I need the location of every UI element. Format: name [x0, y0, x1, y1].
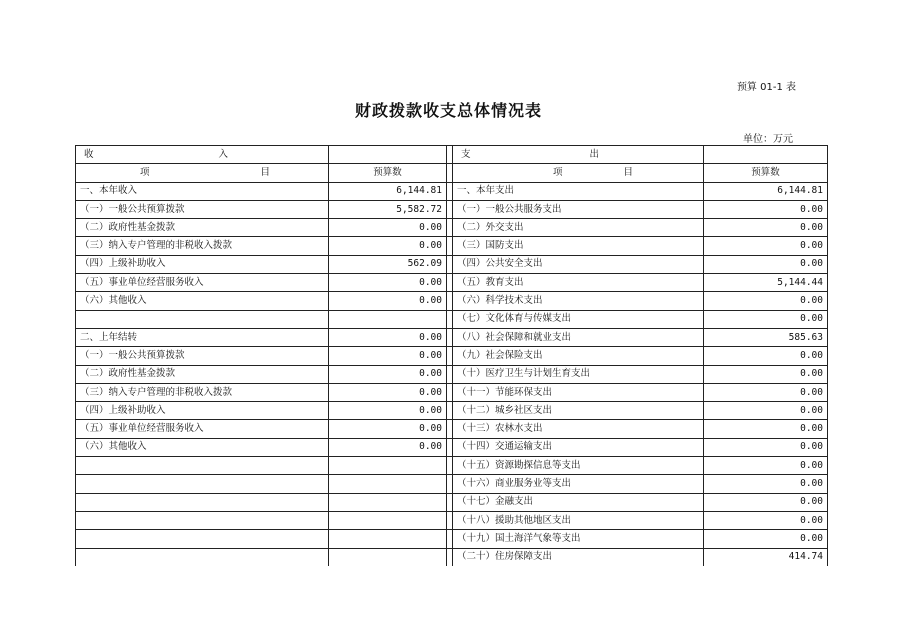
income-item [76, 457, 329, 475]
item-header-char-1: 项 [553, 166, 563, 178]
income-amount [329, 493, 447, 511]
expense-item: （十三）农林水支出 [453, 420, 704, 438]
expense-item: （十）医疗卫生与计划生育支出 [453, 365, 704, 383]
income-item: 一、本年收入 [76, 182, 329, 200]
expense-section-char-2: 出 [589, 148, 599, 160]
income-amount: 0.00 [329, 365, 447, 383]
table-row [76, 219, 828, 237]
expense-amount: 0.00 [704, 347, 828, 365]
income-amount: 0.00 [329, 292, 447, 310]
expense-amount: 0.00 [704, 420, 828, 438]
table-row [76, 420, 828, 438]
expense-item: （十四）交通运输支出 [453, 438, 704, 456]
expense-item: （九）社会保险支出 [453, 347, 704, 365]
expense-item: （十一）节能环保支出 [453, 383, 704, 401]
expense-item: （二十）住房保障支出 [453, 548, 704, 566]
income-amount: 562.09 [329, 255, 447, 273]
table-row [76, 255, 828, 273]
income-item [76, 511, 329, 529]
table-row [76, 310, 828, 328]
expense-item: （五）教育支出 [453, 274, 704, 292]
expense-item: 一、本年支出 [453, 182, 704, 200]
table-row [76, 548, 828, 566]
expense-amount: 6,144.81 [704, 182, 828, 200]
expense-amount-header: 预算数 [704, 164, 828, 182]
income-amount [329, 310, 447, 328]
expense-amount: 0.00 [704, 493, 828, 511]
income-amount [329, 475, 447, 493]
income-amount [329, 530, 447, 548]
income-amount [329, 511, 447, 529]
column-header-row [76, 164, 828, 182]
table-code: 预算 01-1 表 [736, 82, 796, 93]
expense-amount: 0.00 [704, 200, 828, 218]
income-amount: 0.00 [329, 219, 447, 237]
expense-item: （八）社会保障和就业支出 [453, 328, 704, 346]
income-item: （四）上级补助收入 [76, 402, 329, 420]
expense-amount: 0.00 [704, 365, 828, 383]
table-row [76, 438, 828, 456]
income-item [76, 493, 329, 511]
income-item [76, 548, 329, 566]
unit-label: 单位：万元 [743, 134, 793, 145]
expense-amount: 0.00 [704, 402, 828, 420]
table-row [76, 274, 828, 292]
income-item [76, 530, 329, 548]
expense-section-char-1: 支 [461, 148, 471, 160]
expense-item-header [453, 164, 704, 182]
expense-amount: 0.00 [704, 530, 828, 548]
expense-item: （三）国防支出 [453, 237, 704, 255]
table-row [76, 292, 828, 310]
income-item: （六）其他收入 [76, 292, 329, 310]
table-row [76, 365, 828, 383]
expense-amount: 0.00 [704, 457, 828, 475]
income-item: （二）政府性基金拨款 [76, 219, 329, 237]
expense-item: （四）公共安全支出 [453, 255, 704, 273]
income-item: （五）事业单位经营服务收入 [76, 274, 329, 292]
expense-item: （十八）援助其他地区支出 [453, 511, 704, 529]
expense-item: （十七）金融支出 [453, 493, 704, 511]
item-header-char-2: 目 [260, 166, 270, 178]
expense-item: （十六）商业服务业等支出 [453, 475, 704, 493]
expense-amount: 0.00 [704, 475, 828, 493]
income-amount: 0.00 [329, 237, 447, 255]
expense-item: （十二）城乡社区支出 [453, 402, 704, 420]
section-header-row [76, 146, 828, 164]
income-amount: 0.00 [329, 347, 447, 365]
income-item: （四）上级补助收入 [76, 255, 329, 273]
table-row [76, 475, 828, 493]
income-item: （五）事业单位经营服务收入 [76, 420, 329, 438]
income-amount: 0.00 [329, 420, 447, 438]
document-title: 财政拨款收支总体情况表 [354, 101, 542, 120]
expense-amount: 0.00 [704, 511, 828, 529]
table-row [76, 237, 828, 255]
income-section-char-2: 入 [218, 148, 228, 160]
table-row [76, 457, 828, 475]
expense-item: （七）文化体育与传媒支出 [453, 310, 704, 328]
table-row [76, 493, 828, 511]
table-row [76, 402, 828, 420]
income-amount: 0.00 [329, 328, 447, 346]
expense-section-header [453, 146, 704, 164]
table-row [76, 511, 828, 529]
income-item [76, 475, 329, 493]
table-row [76, 182, 828, 200]
expense-item: （十五）资源勘探信息等支出 [453, 457, 704, 475]
expense-item: （二）外交支出 [453, 219, 704, 237]
expense-amount: 0.00 [704, 237, 828, 255]
expense-amount: 0.00 [704, 255, 828, 273]
expense-amount: 0.00 [704, 438, 828, 456]
income-amount: 0.00 [329, 274, 447, 292]
income-item-header [76, 164, 329, 182]
expense-amount: 0.00 [704, 383, 828, 401]
income-item: （一）一般公共预算拨款 [76, 200, 329, 218]
income-section-header [76, 146, 329, 164]
budget-table [75, 145, 828, 566]
table-row [76, 530, 828, 548]
expense-item: （六）科学技术支出 [453, 292, 704, 310]
item-header-char-1: 项 [140, 166, 150, 178]
income-item: （三）纳入专户管理的非税收入拨款 [76, 237, 329, 255]
table-row [76, 383, 828, 401]
income-amount-header: 预算数 [329, 164, 447, 182]
expense-item: （十九）国土海洋气象等支出 [453, 530, 704, 548]
income-amount: 0.00 [329, 438, 447, 456]
income-amount [329, 457, 447, 475]
income-amount: 0.00 [329, 402, 447, 420]
income-section-char-1: 收 [84, 148, 94, 160]
income-item: （三）纳入专户管理的非税收入拨款 [76, 383, 329, 401]
income-amount [329, 548, 447, 566]
income-amount: 6,144.81 [329, 182, 447, 200]
income-item: （二）政府性基金拨款 [76, 365, 329, 383]
item-header-char-2: 目 [623, 166, 633, 178]
empty-cell [704, 146, 828, 164]
table-row [76, 347, 828, 365]
table-row [76, 328, 828, 346]
expense-amount: 585.63 [704, 328, 828, 346]
income-item: （一）一般公共预算拨款 [76, 347, 329, 365]
income-amount: 5,582.72 [329, 200, 447, 218]
income-item: （六）其他收入 [76, 438, 329, 456]
expense-item: （一）一般公共服务支出 [453, 200, 704, 218]
expense-amount: 0.00 [704, 219, 828, 237]
expense-amount: 0.00 [704, 292, 828, 310]
expense-amount: 0.00 [704, 310, 828, 328]
income-item [76, 310, 329, 328]
expense-amount: 414.74 [704, 548, 828, 566]
income-item: 二、上年结转 [76, 328, 329, 346]
empty-cell [329, 146, 447, 164]
income-amount: 0.00 [329, 383, 447, 401]
expense-amount: 5,144.44 [704, 274, 828, 292]
table-row [76, 200, 828, 218]
